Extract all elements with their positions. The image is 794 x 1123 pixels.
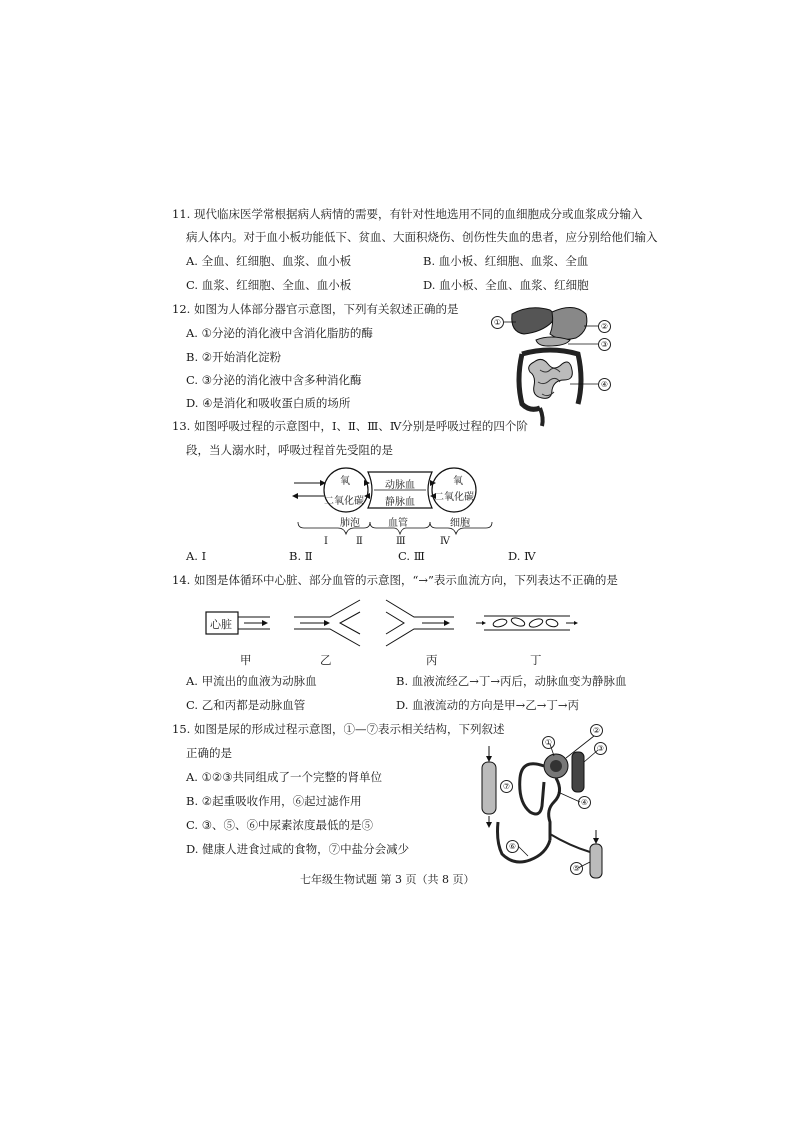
q15-line1: 15. 如图是尿的形成过程示意图，①—⑦表示相关结构，下列叙述: [172, 722, 505, 736]
q12-option-a: A. ①分泌的消化液中含消化脂肪的酶: [186, 326, 373, 340]
page-footer: 七年级生物试题 第 3 页（共 8 页）: [300, 873, 475, 886]
q13-venous-blood: 静脉血: [385, 497, 415, 508]
q15-label-2: ②: [590, 724, 603, 737]
q15-option-d: D. 健康人进食过咸的食物，⑦中盐分会减少: [186, 842, 410, 856]
q14-label-yi: 乙: [320, 653, 332, 667]
q13-stage-2: Ⅱ: [356, 536, 363, 547]
q13-arterial-blood: 动脉血: [385, 480, 415, 491]
q13-option-a: A. Ⅰ: [186, 549, 207, 563]
q15-option-c: C. ③、⑤、⑥中尿素浓度最低的是⑤: [186, 818, 374, 832]
q11-option-d: D. 血小板、全血、血浆、红细胞: [423, 278, 589, 292]
q12-option-c: C. ③分泌的消化液中含多种消化酶: [186, 373, 362, 387]
q14-label-ding: 丁: [530, 653, 542, 667]
respiration-figure: [290, 466, 505, 550]
q13-left-o2: 氧: [340, 476, 350, 487]
blood-vessel-figure: [200, 598, 580, 668]
q13-option-b: B. Ⅱ: [289, 549, 313, 563]
q14-stem: 14. 如图是体循环中心脏、部分血管的示意图，“→”表示血流方向，下列表达不正确的是: [172, 573, 618, 587]
q13-group-cell: 细胞: [450, 518, 470, 529]
q11-line2: 病人体内。对于血小板功能低下、贫血、大面积烧伤、创伤性失血的患者，应分别给他们输入: [186, 230, 658, 244]
q15-label-3: ③: [594, 742, 607, 755]
q15-option-a: A. ①②③共同组成了一个完整的肾单位: [186, 770, 383, 784]
q12-option-d: D. ④是消化和吸收蛋白质的场所: [186, 396, 351, 410]
q13-stage-4: Ⅳ: [440, 536, 450, 547]
q13-line1: 13. 如图呼吸过程的示意图中，Ⅰ、Ⅱ、Ⅲ、Ⅳ分别是呼吸过程的四个阶: [172, 419, 528, 433]
q15-line2: 正确的是: [186, 746, 232, 760]
q15-label-1: ①: [542, 736, 555, 749]
nephron-figure: [470, 722, 620, 882]
q15-option-b: B. ②起重吸收作用，⑥起过滤作用: [186, 794, 362, 808]
q14-label-jia: 甲: [240, 653, 252, 667]
q13-group-alveolus: 肺泡: [340, 518, 360, 529]
q14-option-b: B. 血液流经乙→丁→丙后，动脉血变为静脉血: [396, 674, 627, 688]
q11-option-c: C. 血浆、红细胞、全血、血小板: [186, 278, 352, 292]
q15-label-5: ⑤: [570, 862, 583, 875]
q14-label-bing: 丙: [426, 653, 438, 667]
q11-option-a: A. 全血、红细胞、血浆、血小板: [186, 254, 352, 268]
q13-stage-3: Ⅲ: [396, 536, 406, 547]
q12-label-4: ④: [598, 378, 611, 391]
q14-option-d: D. 血液流动的方向是甲→乙→丁→丙: [396, 698, 580, 712]
q13-option-c: C. Ⅲ: [398, 549, 425, 563]
q15-label-7: ⑦: [500, 780, 513, 793]
q14-option-a: A. 甲流出的血液为动脉血: [186, 674, 317, 688]
q13-right-o2: 氧: [453, 476, 463, 487]
q15-label-6: ⑥: [506, 840, 519, 853]
q12-option-b: B. ②开始消化淀粉: [186, 350, 282, 364]
digestive-system-figure: [490, 300, 615, 430]
q13-right-co2: 二氧化碳: [434, 492, 474, 503]
q12-label-3: ③: [598, 338, 611, 351]
q13-stage-1: Ⅰ: [324, 536, 328, 547]
q12-label-2: ②: [598, 320, 611, 333]
q12-stem: 12. 如图为人体部分器官示意图，下列有关叙述正确的是: [172, 302, 459, 316]
q14-heart-label: 心脏: [210, 618, 232, 631]
q15-label-4: ④: [578, 796, 591, 809]
q11-option-b: B. 血小板、红细胞、血浆、全血: [423, 254, 589, 268]
q11-line1: 11. 现代临床医学常根据病人病情的需要，有针对性地选用不同的血细胞成分或血浆成分输入: [172, 207, 643, 221]
q13-line2: 段，当人溺水时，呼吸过程首先受阻的是: [186, 443, 393, 457]
q12-label-1: ①: [491, 316, 504, 329]
q13-left-co2: 二氧化碳: [324, 496, 364, 507]
q13-option-d: D. Ⅳ: [508, 549, 536, 563]
q13-group-vessel: 血管: [388, 518, 408, 529]
q14-option-c: C. 乙和丙都是动脉血管: [186, 698, 306, 712]
